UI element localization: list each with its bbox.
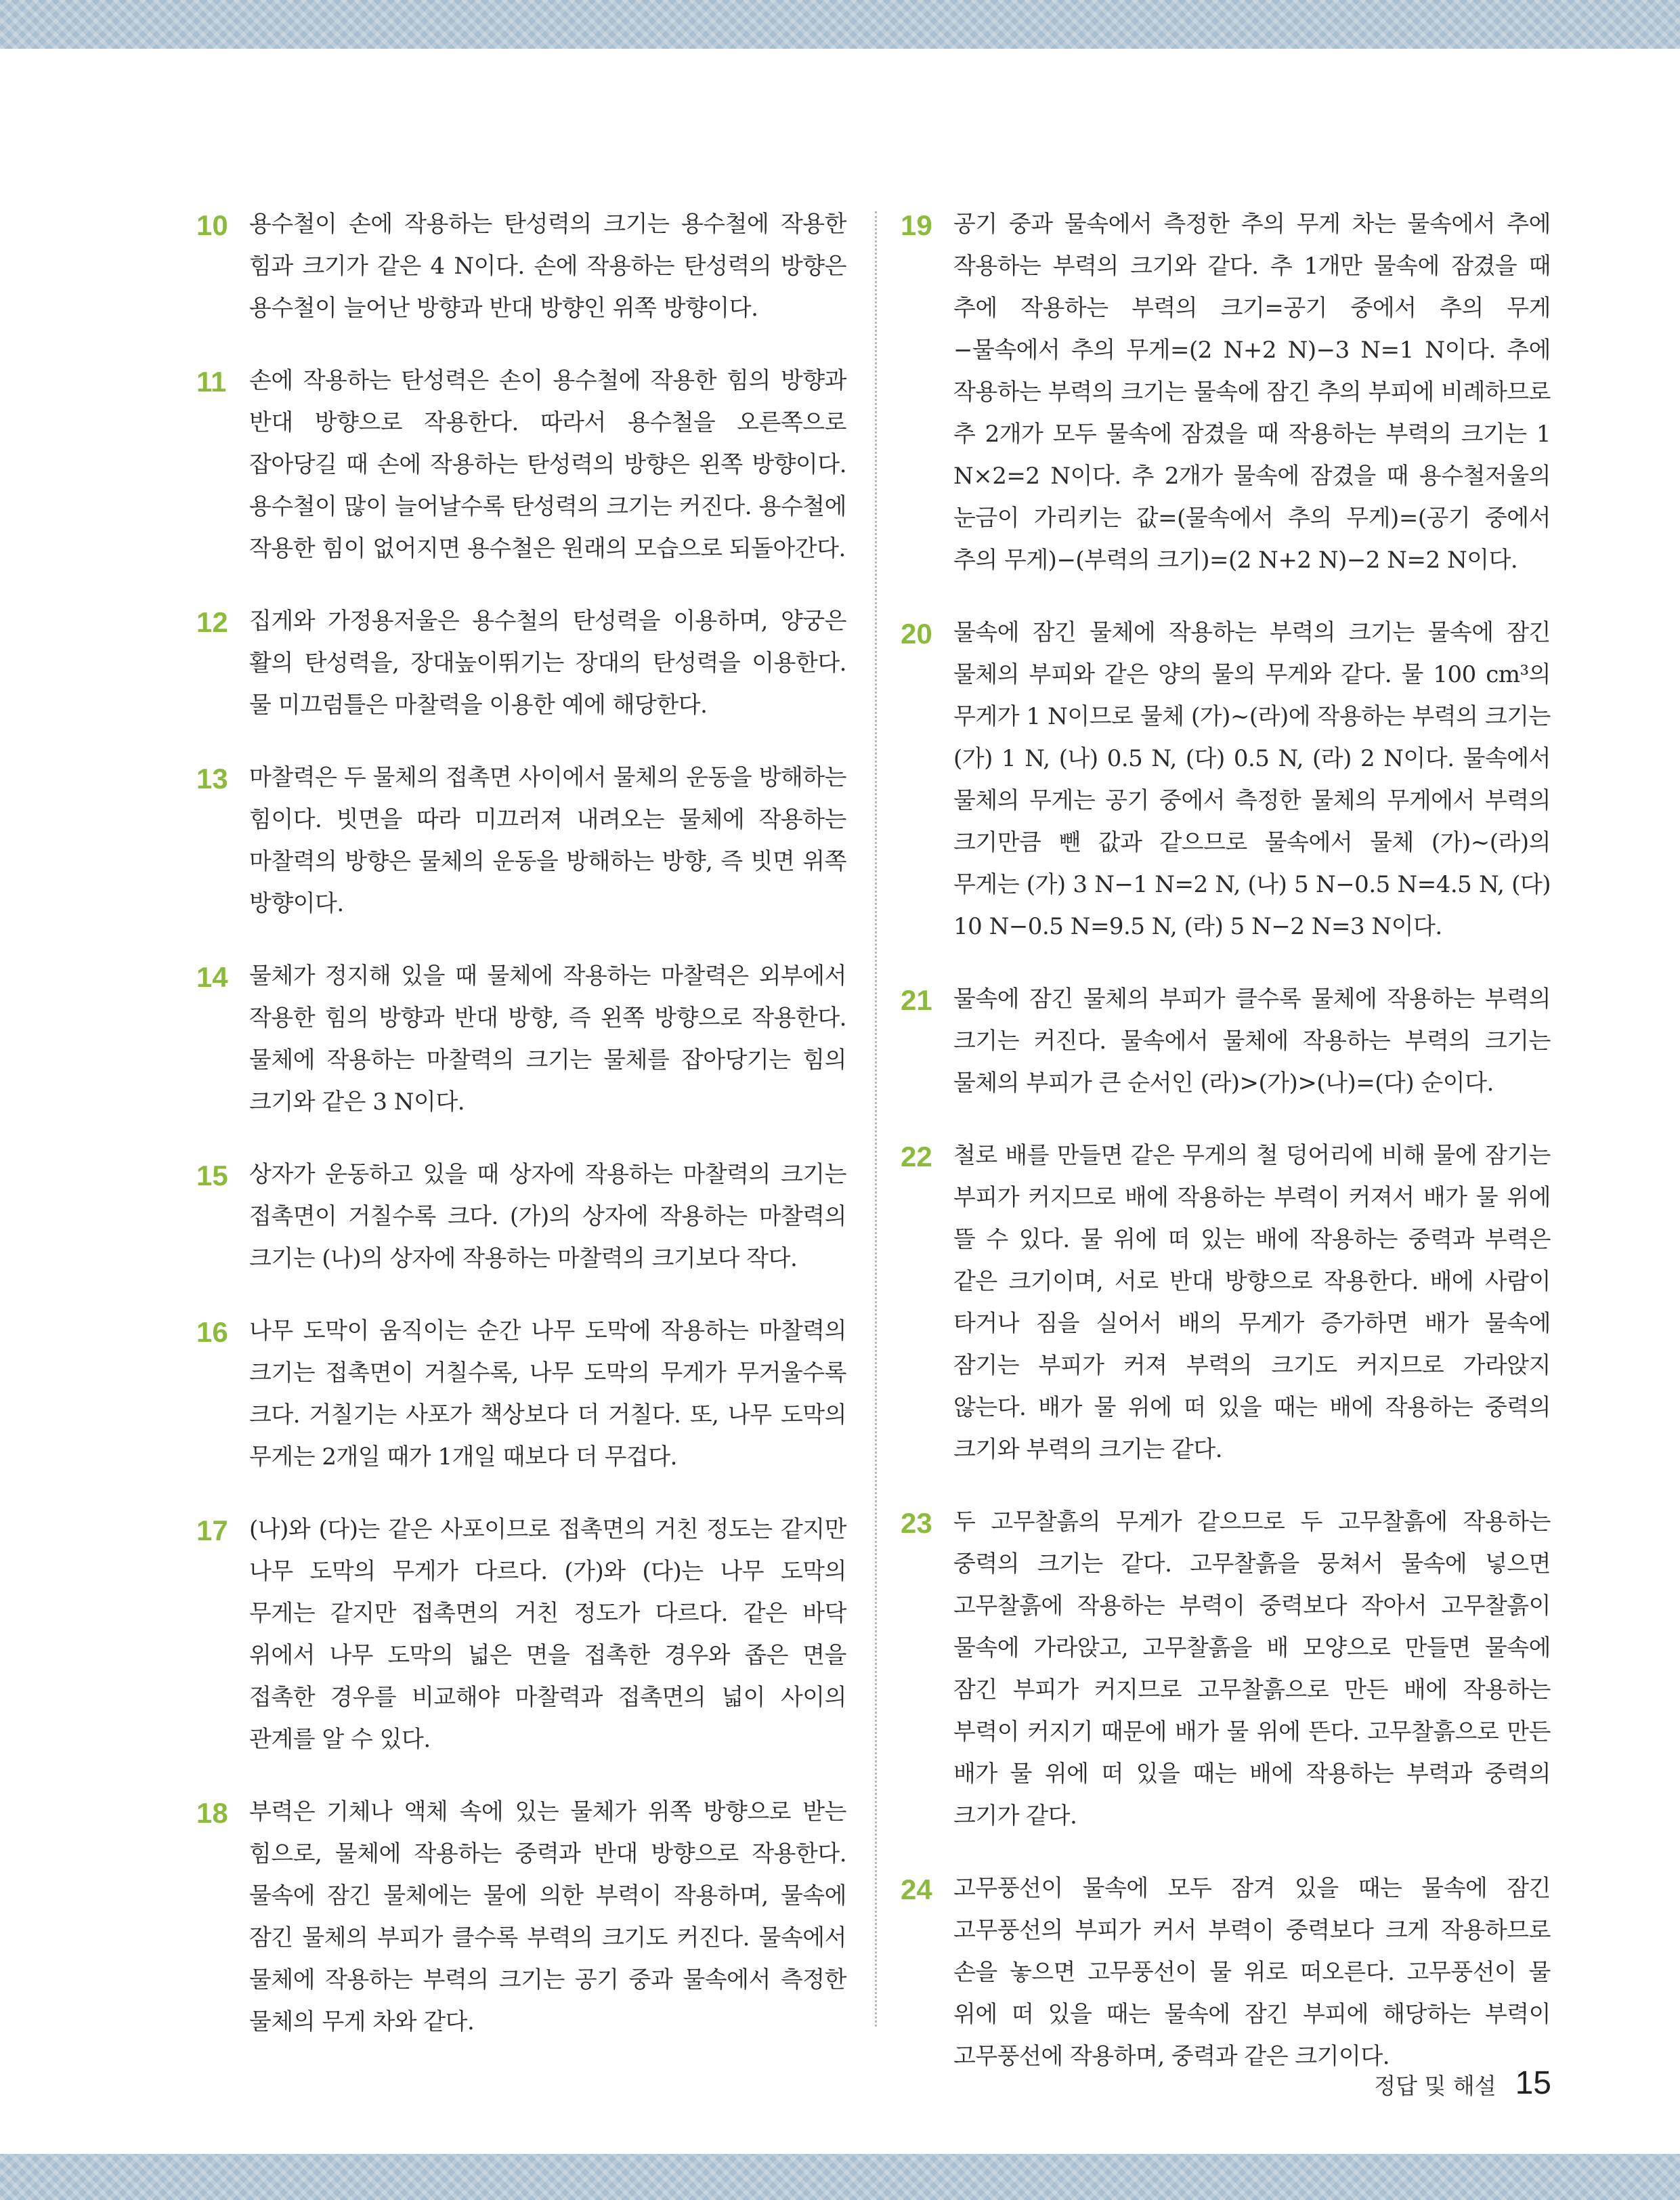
item-text: 물속에 잠긴 물체의 부피가 클수록 물체에 작용하는 부력의 크기는 커진다. 물속에서 물체에 작용하는 부력의 크기는 물체의 부피가 큰 순서인 (라)>(가)>(나)=(다) 순이다. bbox=[953, 986, 1551, 1097]
answer-item bbox=[196, 600, 846, 726]
item-number: 10 bbox=[196, 209, 228, 241]
answer-item bbox=[901, 612, 1551, 948]
item-number: 15 bbox=[196, 1160, 228, 1191]
answer-item bbox=[196, 1310, 846, 1478]
item-text: 용수철이 손에 작용하는 탄성력의 크기는 용수철에 작용한 힘과 크기가 같은 4 N이다. 손에 작용하는 탄성력의 방향은 용수철이 늘어난 방향과 반대 방향인 위쪽 방향이다. bbox=[249, 211, 846, 322]
answer-item bbox=[901, 978, 1551, 1104]
item-text: 공기 중과 물속에서 측정한 추의 무게 차는 물속에서 추에 작용하는 부력의 크기와 같다. 추 1개만 물속에 잠겼을 때 추에 작용하는 부력의 크기=공기 중에서 추의 무게−물속에서 추의 무게=(2 N+2 N)−3 N=1 N이다. 추에 작용하는 부력의 크기는 물속에 잠긴 추의 부피에 비례하므로 추 2개가 모두 물속에 잠겼을 때 작용하는 부력의 크기는 1 N×2=2 N이다. 추 2개가 물속에 잠겼을 때 용수철저울의 눈금이 가리키는 값=(물속에서 추의 무게)=(공기 중에서 추의 무게)−(부력의 크기)=(2 N+2 N)−2 N=2 N이다. bbox=[953, 211, 1551, 574]
bottom-decorative-band bbox=[0, 2154, 1680, 2200]
item-number: 11 bbox=[196, 366, 227, 398]
answer-item bbox=[901, 1867, 1551, 2077]
item-number: 17 bbox=[196, 1515, 228, 1546]
item-number: 12 bbox=[196, 606, 228, 638]
answer-item bbox=[901, 1135, 1551, 1471]
footer-label: 정답 및 해설 bbox=[1374, 2073, 1496, 2099]
item-text: 손에 작용하는 탄성력은 손이 용수철에 작용한 힘의 방향과 반대 방향으로 작용한다. 따라서 용수철을 오른쪽으로 잡아당길 때 손에 작용하는 탄성력의 방향은 왼쪽 방향이다. 용수철이 많이 늘어날수록 탄성력의 크기는 커진다. 용수철에 작용한 힘이 없어지면 용수철은 원래의 모습으로 되돌아간다. bbox=[249, 367, 846, 562]
answer-item bbox=[196, 1508, 846, 1760]
item-text: 집게와 가정용저울은 용수철의 탄성력을 이용하며, 양궁은 활의 탄성력을, 장대높이뛰기는 장대의 탄성력을 이용한다. 물 미끄럼틀은 마찰력을 이용한 예에 해당한다. bbox=[249, 608, 846, 719]
answer-item bbox=[196, 955, 846, 1123]
item-text: 두 고무찰흙의 무게가 같으므로 두 고무찰흙에 작용하는 중력의 크기는 같다. 고무찰흙을 뭉쳐서 물속에 넣으면 고무찰흙에 작용하는 부력이 중력보다 작아서 고무찰흙이 물속에 가라앉고, 고무찰흙을 배 모양으로 만들면 물속에 잠긴 부피가 커지므로 고무찰흙으로 만든 배에 작용하는 부력이 커지기 때문에 배가 물 위에 뜬다. 고무찰흙으로 만든 배가 물 위에 떠 있을 때는 배에 작용하는 부력과 중력의 크기가 같다. bbox=[953, 1508, 1551, 1829]
answer-item bbox=[196, 203, 846, 329]
item-text: 나무 도막이 움직이는 순간 나무 도막에 작용하는 마찰력의 크기는 접촉면이 거칠수록, 나무 도막의 무게가 무거울수록 크다. 거칠기는 사포가 책상보다 더 거칠다. 또, 나무 도막의 무게는 2개일 때가 1개일 때보다 더 무겁다. bbox=[249, 1317, 846, 1471]
page-footer bbox=[1374, 2065, 1551, 2102]
right-column bbox=[901, 203, 1551, 2108]
item-text: 고무풍선이 물속에 모두 잠겨 있을 때는 물속에 잠긴 고무풍선의 부피가 커서 부력이 중력보다 크게 작용하므로 손을 놓으면 고무풍선이 물 위로 떠오른다. 고무풍선이 물 위에 떠 있을 때는 물속에 잠긴 부피에 해당하는 부력이 고무풍선에 작용하며, 중력과 같은 크기이다. bbox=[953, 1875, 1551, 2070]
item-number: 18 bbox=[196, 1797, 228, 1829]
top-decorative-band bbox=[0, 0, 1680, 49]
item-number: 22 bbox=[901, 1141, 932, 1172]
page-number: 15 bbox=[1515, 2065, 1551, 2101]
item-number: 23 bbox=[901, 1507, 932, 1539]
answer-item bbox=[196, 360, 846, 570]
item-number: 24 bbox=[901, 1874, 932, 1905]
answer-item bbox=[901, 1501, 1551, 1837]
item-number: 21 bbox=[901, 984, 932, 1016]
item-text: 부력은 기체나 액체 속에 있는 물체가 위쪽 방향으로 받는 힘으로, 물체에 작용하는 중력과 반대 방향으로 작용한다. 물속에 잠긴 물체에는 물에 의한 부력이 작용하며, 물속에 잠긴 물체의 부피가 클수록 부력의 크기도 커진다. 물속에서 물체에 작용하는 부력의 크기는 공기 중과 물속에서 측정한 물체의 무게 차와 같다. bbox=[249, 1798, 846, 2035]
item-number: 13 bbox=[196, 763, 228, 795]
item-text: (나)와 (다)는 같은 사포이므로 접촉면의 거친 정도는 같지만 나무 도막의 무게가 다르다. (가)와 (다)는 나무 도막의 무게는 같지만 접촉면의 거친 정도가 다르다. 같은 바닥 위에서 나무 도막의 넓은 면을 접촉한 경우와 좁은 면을 접촉한 경우를 비교해야 마찰력과 접촉면의 넓이 사이의 관계를 알 수 있다. bbox=[249, 1516, 846, 1753]
item-text: 마찰력은 두 물체의 접촉면 사이에서 물체의 운동을 방해하는 힘이다. 빗면을 따라 미끄러져 내려오는 물체에 작용하는 마찰력의 방향은 물체의 운동을 방해하는 방향, 즉 빗면 위쪽 방향이다. bbox=[249, 764, 846, 917]
item-number: 20 bbox=[901, 618, 932, 650]
answer-item bbox=[196, 1791, 846, 2043]
item-number: 16 bbox=[196, 1316, 228, 1348]
item-text: 물속에 잠긴 물체에 작용하는 부력의 크기는 물속에 잠긴 물체의 부피와 같은 양의 물의 무게와 같다. 물 100 cm³의 무게가 1 N이므로 물체 (가)~(라)에 작용하는 부력의 크기는 (가) 1 N, (나) 0.5 N, (다) 0.5 N, (라) 2 N이다. 물속에서 물체의 무게는 공기 중에서 측정한 물체의 무게에서 부력의 크기만큼 뺀 값과 같으므로 물속에서 물체 (가)~(라)의 무게는 (가) 3 N−1 N=2 N, (나) 5 N−0.5 N=4.5 N, (다) 10 N−0.5 N=9.5 N, (라) 5 N−2 N=3 N이다. bbox=[953, 619, 1551, 940]
item-number: 19 bbox=[901, 209, 932, 241]
answer-item bbox=[196, 757, 846, 925]
item-number: 14 bbox=[196, 961, 228, 993]
left-column bbox=[196, 203, 846, 2073]
item-text: 상자가 운동하고 있을 때 상자에 작용하는 마찰력의 크기는 접촉면이 거칠수록 크다. (가)의 상자에 작용하는 마찰력의 크기는 (나)의 상자에 작용하는 마찰력의 크기보다 작다. bbox=[249, 1161, 846, 1272]
answer-item bbox=[196, 1154, 846, 1279]
item-text: 물체가 정지해 있을 때 물체에 작용하는 마찰력은 외부에서 작용한 힘의 방향과 반대 방향, 즉 왼쪽 방향으로 작용한다. 물체에 작용하는 마찰력의 크기는 물체를 잡아당기는 힘의 크기와 같은 3 N이다. bbox=[249, 962, 846, 1116]
item-text: 철로 배를 만들면 같은 무게의 철 덩어리에 비해 물에 잠기는 부피가 커지므로 배에 작용하는 부력이 커져서 배가 물 위에 뜰 수 있다. 물 위에 떠 있는 배에 작용하는 중력과 부력은 같은 크기이며, 서로 반대 방향으로 작용한다. 배에 사람이 타거나 짐을 실어서 배의 무게가 증가하면 배가 물속에 잠기는 부피가 커져 부력의 크기도 커지므로 가라앉지 않는다. 배가 물 위에 떠 있을 때는 배에 작용하는 중력의 크기와 부력의 크기는 같다. bbox=[953, 1142, 1551, 1463]
column-divider bbox=[875, 211, 877, 2027]
answer-item bbox=[901, 203, 1551, 581]
